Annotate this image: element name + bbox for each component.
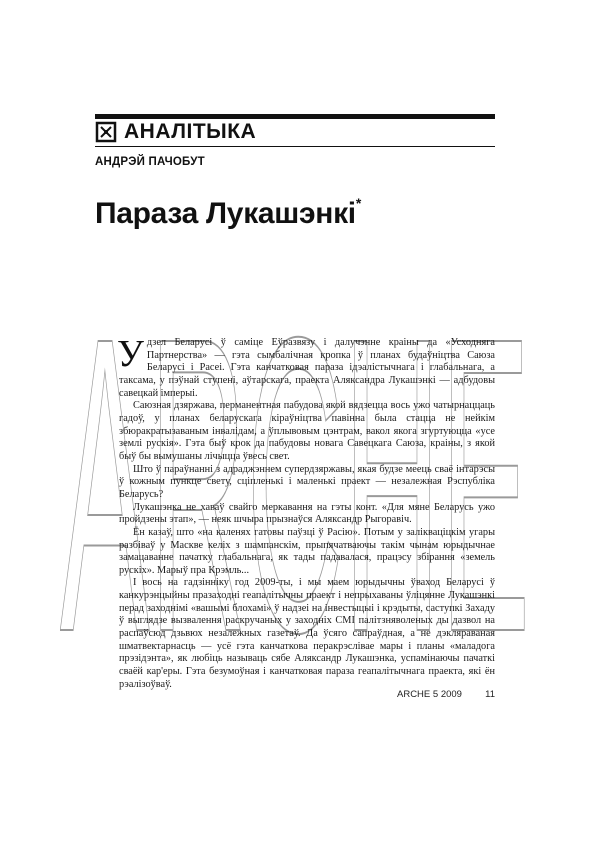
- paragraph: Лукашэнка не хаваў свайго меркавання на гэты конт. «Для мяне Беларусь ужо пройдзены этап», — неяк шчыра прызнаўся Аляксандр Рыгоравіч.: [119, 501, 495, 526]
- paragraph: І вось на гадзінніку год 2009-ты, і мы маем юрыдычны ўваход Беларусі ў канкурэнцыйны празаходні геапалітычны праект і непрыхаваны ўліцянне Лукашэнкі перад заходнімі «вашымі блохамі» ў надзеі на інвестыцыі і крэдыты, саступкі Захаду ў выглядзе вызвалення раскручаных у заходніх СМІ палітзняволеных ды дазвол на распаўсюд дзьвюх незалежных газетаў. Да ўсяго сапраўдная, а не дэкляраваная шматвектарнасць — усё гэта канчаткова перакрэсліваe мары і планы «маладога прэзідэнта», як любіць называць сябе Аляксандр Лукашэнка, успамінаючы пачаткі сваёй кар'еры. Гэта безумоўная і канчатковая параза геапалітычнага праекта, які ён рэалізоўваў.: [119, 577, 495, 690]
- watermark-text: ARCHE: [60, 251, 530, 640]
- paragraph: Ён казаў, што «на каленях гатовы паўзці ў Расію». Потым у залікваціцкім угары разбіваў у Маскве келіх з шампанскім, прыпячатваючы такім чынам юрыдычнае замацаванне пачатку глабальнага, як тады падавалася, працэсу збірання «земель рускіх». Марыў пра Крэмль...: [119, 526, 495, 576]
- section-header: [95, 120, 256, 144]
- journal-issue: ARCHE 5 2009: [397, 689, 462, 700]
- paragraph: Што ў параўнанні з адраджэннем супердзяржавы, якая будзе меець сваё інтарэсы ў кожным пункце свету, сціпленькі і маленькі праект — незалежная Рэспубліка Беларусь?: [119, 463, 495, 500]
- article-title: [95, 197, 361, 231]
- ornament-square-icon: [95, 121, 117, 143]
- paragraph: [117, 333, 495, 400]
- footnote-mark: *: [355, 195, 361, 211]
- article-body: [117, 333, 495, 691]
- article-title-text: Параза Лукашэнкі: [95, 197, 356, 230]
- top-rule: [95, 114, 495, 119]
- page-number: 11: [485, 689, 495, 700]
- author-name: АНДРЭЙ ПАЧОБУТ: [95, 156, 205, 168]
- paragraph: Саюзная дзяржава, перманентная пабудова якой вядзецца вось ужо чатырнаццаць гадоў, у планах беларускага кіраўніцтва павінна была стацца не нейкім збюракратызаваным інвалідам, а ўплывовым цэнтрам, вакол якога згуртуюцца «усе землі рускія». Гэта быў крок да пабудовы новага Савецкага Саюза, краіны, з якой быў бы вымушаны лічыцца ўвесь свет.: [119, 400, 495, 462]
- section-title: АНАЛІТЫКА: [124, 120, 257, 143]
- paragraph-text: дзел Беларусі ў саміце Еўразвязу і далучэнне краіны да «Усходняга Партнерства» — гэта сымбалічная кропка ў планах будаўніцтва Саюза Беларусі і Расеі. Гэта канчатковая параза ідэалістычнага і глабальнага, а таксама, у пэўнай ступені, аўтарскага, праекта Аляксандра Лукашэнкі — адбудовы савецкай імперыі.: [119, 337, 495, 399]
- drop-cap: У: [117, 333, 144, 375]
- section-rule: [95, 146, 495, 147]
